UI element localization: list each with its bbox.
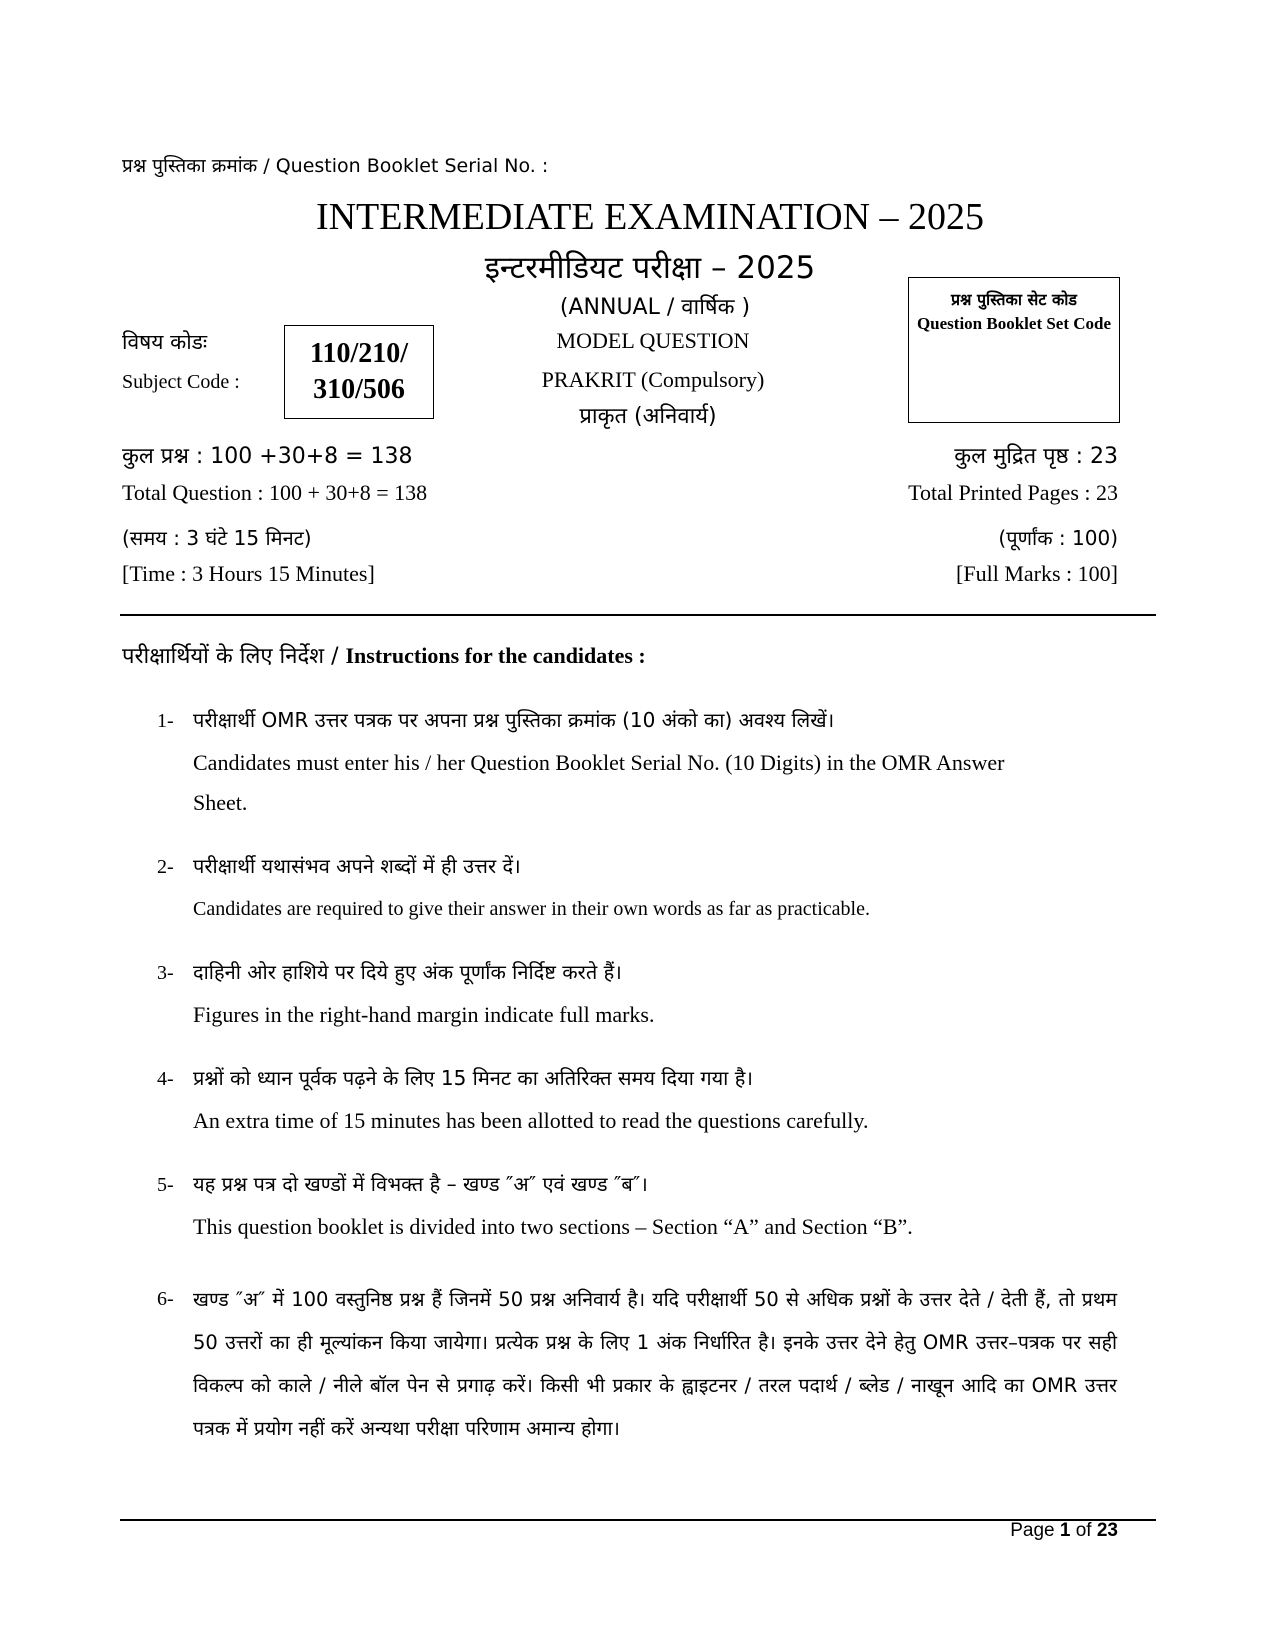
instruction-number: 5-: [157, 1174, 174, 1196]
instruction-text-english: Candidates must enter his / her Question Booklet Serial No. (10 Digits) in the OMR Answer: [193, 750, 1005, 775]
subject-code-box: [284, 325, 434, 419]
instruction-number: 1-: [157, 710, 174, 732]
subject-name-hindi: प्राकृत (अनिवार्य): [579, 404, 717, 429]
total-pages-hindi: कुल मुद्रित पृष्ठ : 23: [954, 444, 1118, 469]
instruction-text-english: An extra time of 15 minutes has been allotted to read the questions carefully.: [193, 1108, 869, 1133]
exam-title-hindi: इन्टरमीडियट परीक्षा – 2025: [484, 250, 816, 286]
page-indicator: [1010, 1520, 1118, 1542]
total-questions-hindi: कुल प्रश्न : 100 +30+8 = 138: [122, 444, 413, 469]
time-hindi: (समय : 3 घंटे 15 मिनट): [122, 526, 312, 550]
of-word: of: [1075, 1520, 1092, 1541]
instruction-number: 6-: [157, 1288, 174, 1310]
subject-code-line-2: 310/506: [313, 374, 405, 405]
total-pages-english: Total Printed Pages : 23: [908, 480, 1118, 505]
exam-session: (ANNUAL / वार्षिक ): [559, 295, 751, 320]
full-marks-hindi: (पूर्णांक : 100): [998, 526, 1118, 550]
booklet-serial-label: प्रश्न पुस्तिका क्रमांक / Question Booklet Serial No. :: [122, 155, 549, 177]
instruction-number: 2-: [157, 856, 174, 878]
current-page: 1: [1059, 1520, 1071, 1541]
instruction-text-hindi: दाहिनी ओर हाशिये पर दिये हुए अंक पूर्णांक निर्दिष्ट करते हैं।: [193, 960, 622, 984]
total-pages: 23: [1096, 1520, 1118, 1541]
instruction-text-english: This question booklet is divided into two sections – Section “A” and Section “B”.: [193, 1214, 913, 1239]
instruction-text-hindi: प्रश्नों को ध्यान पूर्वक पढ़ने के लिए 15 मिनट का अतिरिक्त समय दिया गया है।: [193, 1066, 753, 1090]
page-word: Page: [1010, 1520, 1055, 1541]
instruction-number: 3-: [157, 962, 174, 984]
instruction-text-hindi: परीक्षार्थी यथासंभव अपने शब्दों में ही उत्तर दें।: [193, 854, 521, 878]
instructions-heading: [122, 640, 646, 670]
instruction-text-english: Figures in the right-hand margin indicate full marks.: [193, 1002, 655, 1027]
booklet-set-code-box: [908, 277, 1120, 423]
instruction-number: 4-: [157, 1068, 174, 1090]
subject-code-line-1: 110/210/: [309, 338, 408, 369]
subject-name-english: PRAKRIT (Compulsory): [541, 367, 765, 392]
subject-code-label-english: Subject Code :: [122, 371, 240, 393]
set-code-label-hindi: प्रश्न पुस्तिका सेट कोड: [950, 290, 1077, 309]
set-code-label-english: Question Booklet Set Code: [916, 314, 1112, 333]
total-questions-english: Total Question : 100 + 30+8 = 138: [122, 480, 428, 505]
instruction-text-english-cont: Sheet.: [193, 790, 248, 815]
instructions-heading-hindi: परीक्षार्थियों के लिए निर्देश /: [122, 644, 346, 669]
instructions-heading-english: Instructions for the candidates :: [345, 643, 646, 668]
instruction-item-6: खण्ड ″अ″ में 100 वस्तुनिष्ठ प्रश्न हैं जिनमें 50 प्रश्न अनिवार्य है। यदि परीक्षार्थी 50 से अधिक प्रश्नों के उत्तर देते / देती हैं, तो प्रथम 50 उत्तरों का ही मूल्यांकन किया जायेगा। प्रत्येक प्रश्न के लिए 1 अंक निर्धारित है। इनके उत्तर देने हेतु OMR उत्तर–पत्रक पर सही विकल्प को काले / नीले बॉल पेन से प्रगाढ़ करें। किसी भी प्रकार के ह्वाइटनर / तरल पदार्थ / ब्लेड / नाखून आदि का OMR उत्तर पत्रक में प्रयोग नहीं करें अन्यथा परीक्षा परिणाम अमान्य होगा।: [193, 1288, 1117, 1440]
header-divider: [120, 614, 1156, 616]
subject-code-label-hindi: विषय कोडः: [122, 330, 208, 354]
instruction-text-hindi: परीक्षार्थी OMR उत्तर पत्रक पर अपना प्रश्न पुस्तिका क्रमांक (10 अंको का) अवश्य लिखें।: [193, 708, 835, 732]
full-marks-english: [Full Marks : 100]: [956, 561, 1118, 586]
model-question-label: MODEL QUESTION: [556, 328, 750, 353]
instruction-text-english: Candidates are required to give their answer in their own words as far as practicable.: [193, 898, 870, 920]
time-english: [Time : 3 Hours 15 Minutes]: [122, 561, 375, 586]
exam-title-english: INTERMEDIATE EXAMINATION – 2025: [315, 196, 985, 238]
footer-divider: [120, 1519, 1156, 1521]
instruction-text-hindi: यह प्रश्न पत्र दो खण्डों में विभक्त है – खण्ड ″अ″ एवं खण्ड ″ब″।: [193, 1172, 648, 1196]
